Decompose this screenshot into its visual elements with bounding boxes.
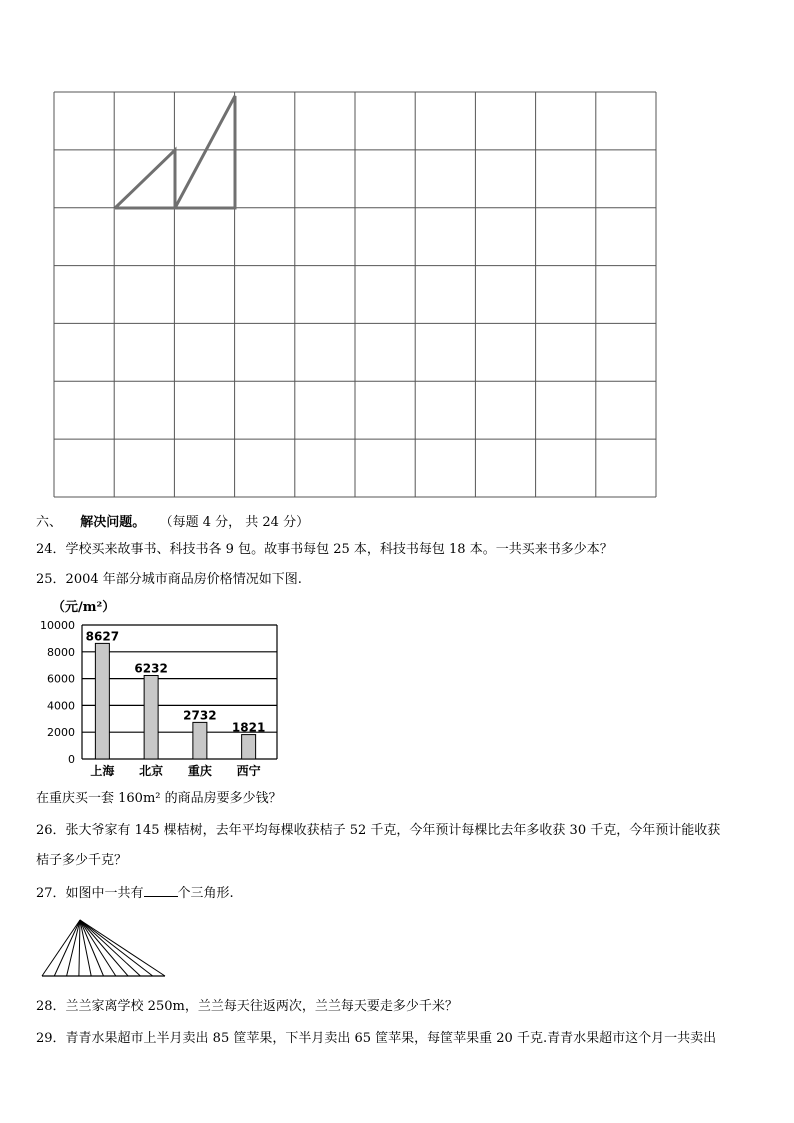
fan-ray	[54, 920, 80, 976]
y-tick-label: 10000	[40, 619, 75, 632]
question-25-text: 在重庆买一套 160m² 的商品房要多少钱？	[36, 791, 282, 806]
bar-value-label: 1821	[231, 720, 266, 735]
question-28: 28．兰兰家离学校 250m，兰兰每天往返两次，兰兰每天要走多少千米？	[36, 999, 458, 1014]
bar-value-label: 8627	[85, 629, 120, 644]
y-tick-label: 8000	[47, 645, 75, 659]
question-27-before: 27．如图中一共有	[36, 886, 144, 901]
chart-unit-label: （元/m²）	[52, 600, 116, 615]
fan-lines	[42, 920, 165, 976]
question-29: 29．青青水果超市上半月卖出 85 筐苹果，下半月卖出 65 筐苹果，每筐苹果重 20 千克.青青水果超市这个月一共卖出	[36, 1031, 717, 1046]
fan-ray	[67, 920, 80, 976]
category-label: 北京	[139, 764, 164, 778]
bar-value-label: 6232	[134, 661, 168, 676]
category-label: 上海	[90, 764, 115, 778]
section-number: 六、	[36, 515, 63, 530]
section-note: （每题 4 分， 共 24 分）	[159, 515, 310, 530]
category-label: 重庆	[187, 764, 212, 778]
fan-ray	[42, 920, 80, 976]
y-tick-label: 4000	[47, 699, 75, 713]
bar-value-label: 2732	[183, 708, 217, 723]
fan-ray	[79, 920, 80, 976]
fan-ray	[80, 920, 165, 976]
y-tick-label: 0	[68, 753, 75, 766]
question-26-line2: 桔子多少千克？	[36, 853, 128, 868]
section-title: 解决问题。	[80, 515, 146, 530]
category-label: 西宁	[236, 764, 261, 778]
question-24: 24．学校买来故事书、科技书各 9 包。故事书每包 25 本，科技书每包 18 本。一共买来书多少本？	[36, 542, 613, 557]
fan-ray	[80, 920, 128, 976]
fan-ray	[80, 920, 104, 976]
question-27-after: 个三角形.	[177, 886, 234, 901]
y-tick-label: 6000	[47, 672, 75, 686]
fan-ray	[80, 920, 153, 976]
y-tick-label: 2000	[47, 726, 75, 740]
question-25-intro: 25．2004 年部分城市商品房价格情况如下图.	[36, 572, 302, 587]
question-26-line1: 26．张大爷家有 145 棵桔树，去年平均每棵收获桔子 52 千克，今年预计每棵比去年多收获 30 千克，今年预计能收获	[36, 823, 721, 838]
